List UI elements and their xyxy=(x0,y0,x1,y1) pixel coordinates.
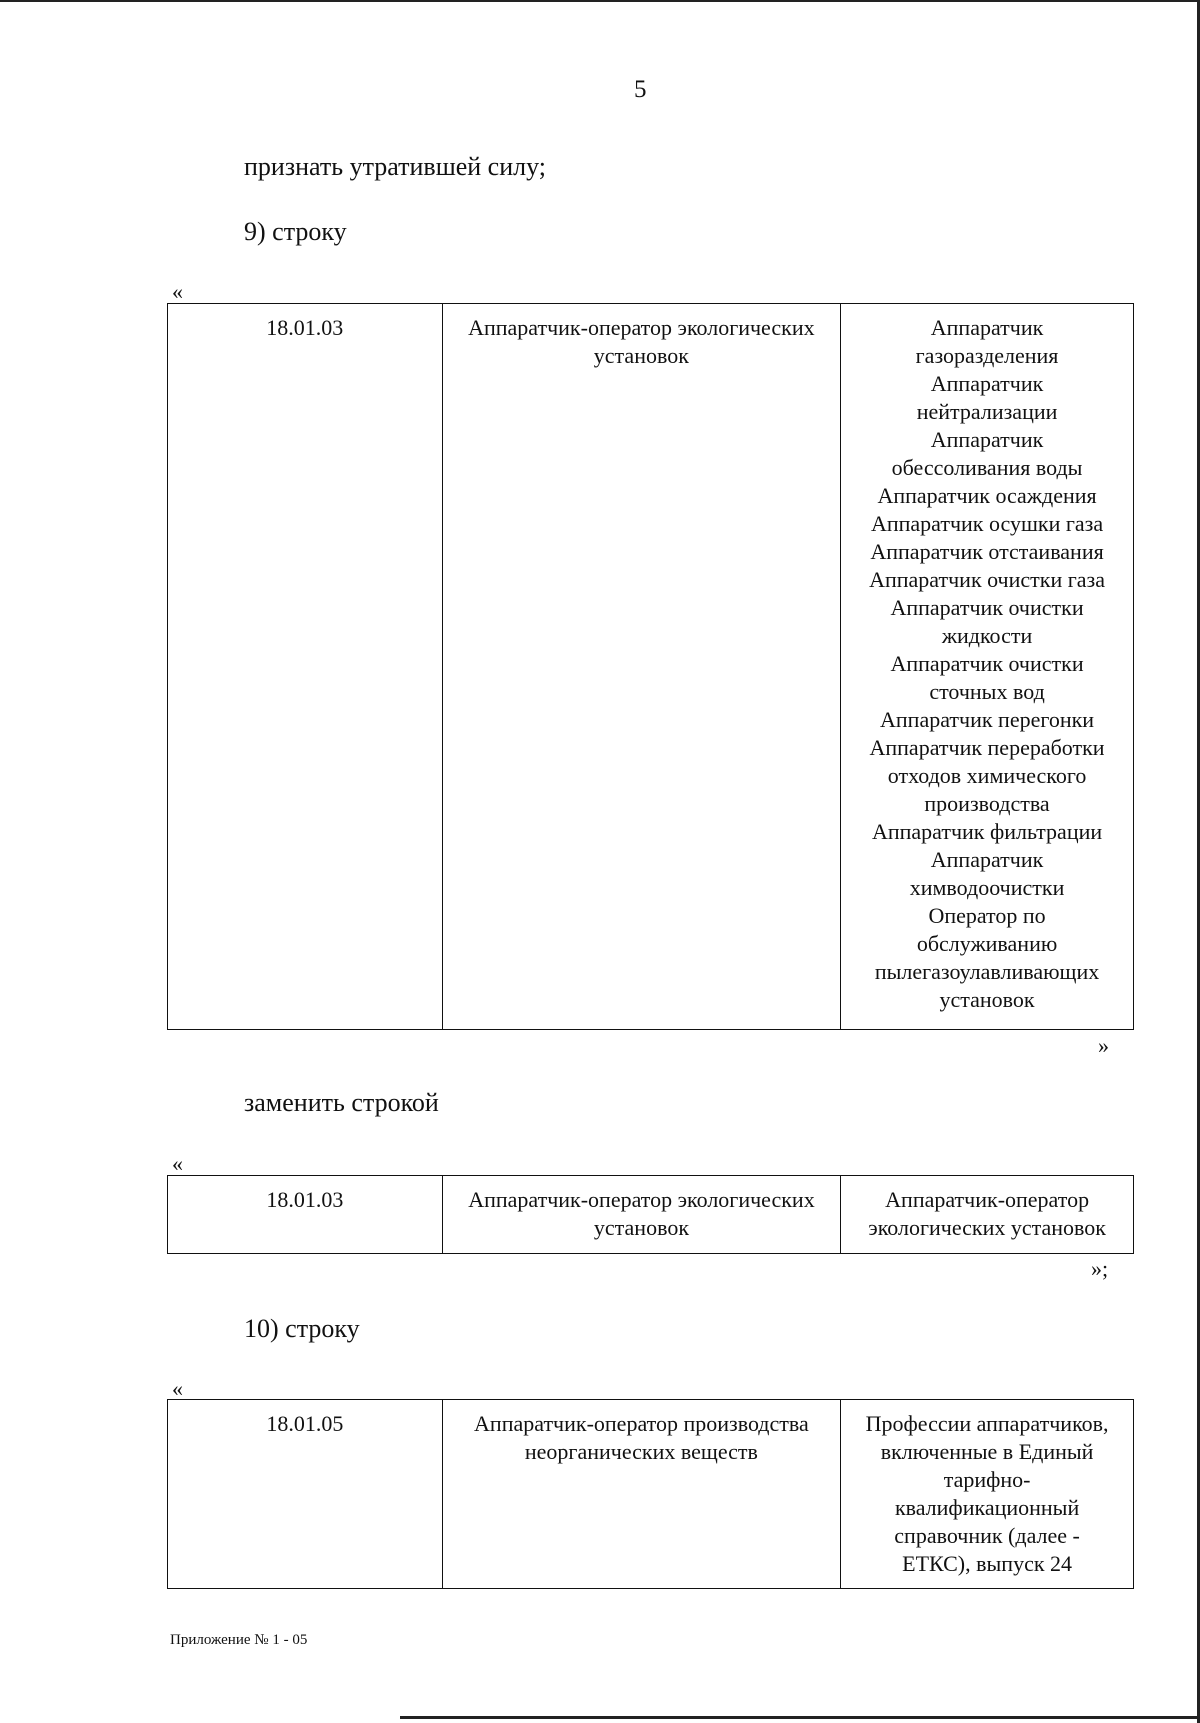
profession-line: химводоочистки xyxy=(909,875,1065,900)
profession-line: нейтрализации xyxy=(916,399,1058,424)
profession-line: обслуживанию xyxy=(916,931,1058,956)
paragraph-item-9: 9) строку xyxy=(244,217,347,246)
cell-code: 18.01.03 xyxy=(168,1176,443,1254)
paragraph-item-10: 10) строку xyxy=(244,1314,360,1343)
cell-name: Аппаратчик-оператор экологических установок xyxy=(442,304,840,1030)
scan-border-top xyxy=(0,0,1200,2)
cell-professions xyxy=(841,304,1134,1030)
profession-line: газоразделения xyxy=(915,343,1059,368)
open-quote: « xyxy=(172,279,183,304)
table-old-row-18-01-05 xyxy=(167,1399,1134,1589)
profession-line: Аппаратчик осаждения xyxy=(877,483,1097,508)
profession-line: установок xyxy=(939,987,1035,1012)
table-row xyxy=(168,1176,1134,1254)
table-row xyxy=(168,1400,1134,1589)
profession-line: Аппаратчик xyxy=(930,315,1044,340)
profession-line: Аппаратчик очистки xyxy=(890,651,1084,676)
profession-line: Аппаратчик фильтрации xyxy=(871,819,1103,844)
profession-line: Аппаратчик переработки xyxy=(869,735,1105,760)
cell-code: 18.01.05 xyxy=(168,1400,443,1589)
profession-line: обессоливания воды xyxy=(891,455,1083,480)
profession-line: Аппаратчик xyxy=(930,847,1044,872)
close-quote-semicolon: »; xyxy=(1091,1256,1109,1281)
profession-line: Профессии аппаратчиков, xyxy=(865,1411,1109,1436)
close-quote: » xyxy=(1098,1033,1109,1058)
profession-line: справочник (далее - xyxy=(894,1523,1080,1548)
table-old-row-18-01-03 xyxy=(167,303,1134,1030)
profession-line: Аппаратчик xyxy=(930,427,1044,452)
profession-line: Аппаратчик перегонки xyxy=(880,707,1095,732)
open-quote: « xyxy=(172,1376,183,1401)
table-row xyxy=(168,304,1134,1030)
profession-line: тарифно- xyxy=(943,1467,1031,1492)
open-quote: « xyxy=(172,1151,183,1176)
profession-line: ЕТКС), выпуск 24 xyxy=(902,1551,1073,1576)
profession-line: Аппаратчик-оператор xyxy=(885,1187,1090,1212)
profession-line: отходов химического xyxy=(887,763,1087,788)
paragraph-replace: заменить строкой xyxy=(244,1088,439,1117)
page-number: 5 xyxy=(634,76,647,103)
profession-line: сточных вод xyxy=(929,679,1045,704)
profession-line: производства xyxy=(924,791,1050,816)
paragraph-repeal: признать утратившей силу; xyxy=(244,152,546,181)
cell-name: Аппаратчик-оператор производства неорганических веществ xyxy=(442,1400,841,1589)
profession-line: Оператор по xyxy=(928,903,1046,928)
profession-line: жидкости xyxy=(941,623,1033,648)
profession-line: экологических установок xyxy=(868,1215,1106,1240)
cell-professions xyxy=(841,1176,1134,1254)
footer-appendix: Приложение № 1 - 05 xyxy=(170,1632,308,1648)
profession-line: Аппаратчик xyxy=(930,371,1044,396)
profession-line: квалификационный xyxy=(894,1495,1080,1520)
table-new-row-18-01-03 xyxy=(167,1175,1134,1254)
cell-code: 18.01.03 xyxy=(168,304,443,1030)
profession-line: пылегазоулавливающих xyxy=(874,959,1100,984)
cell-professions xyxy=(841,1400,1134,1589)
profession-line: Аппаратчик осушки газа xyxy=(870,511,1104,536)
scan-border-bottom xyxy=(400,1716,1200,1719)
profession-line: включенные в Единый xyxy=(880,1439,1094,1464)
cell-name: Аппаратчик-оператор экологических установок xyxy=(442,1176,841,1254)
profession-line: Аппаратчик очистки газа xyxy=(869,567,1105,592)
profession-line: Аппаратчик очистки xyxy=(890,595,1084,620)
profession-line: Аппаратчик отстаивания xyxy=(870,539,1104,564)
